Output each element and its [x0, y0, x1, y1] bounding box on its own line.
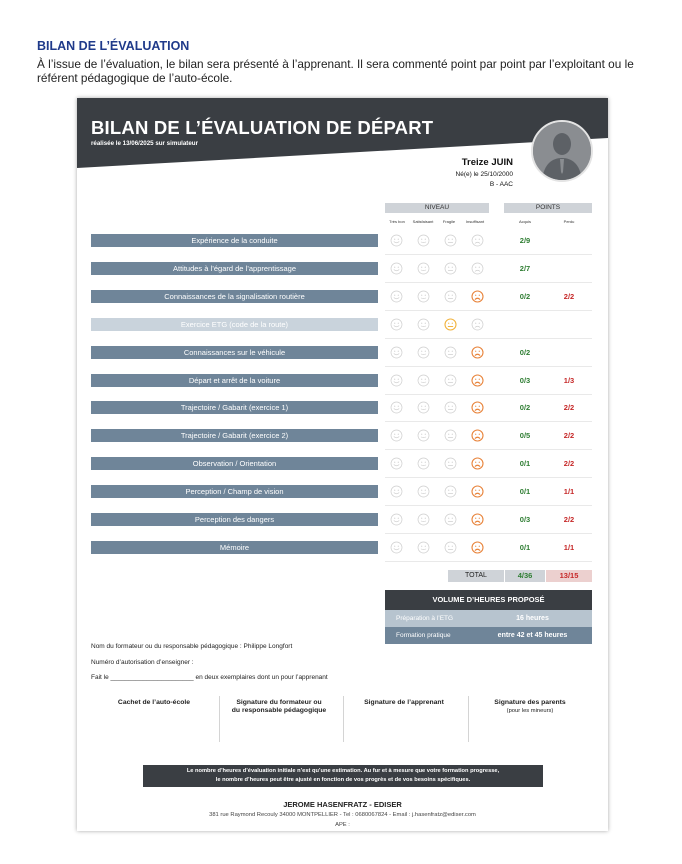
criterion-label: Connaissances sur le véhicule [91, 346, 378, 359]
points-perdu: 2/2 [563, 403, 575, 413]
fragile-face-icon [444, 429, 457, 442]
very-good-face-icon [390, 374, 403, 387]
row-separator [385, 338, 592, 339]
company-address: 381 rue Raymond Recouly 34000 MONTPELLIER - Tel : 0680067824 - Email : j.hasenfratz@ediser.com [209, 812, 476, 818]
points-header-perdu: Perdu [563, 219, 575, 224]
very-good-face-icon [390, 541, 403, 554]
fragile-face-icon [444, 262, 457, 275]
points-acquis: 0/2 [519, 347, 531, 357]
insufficient-face-icon [471, 401, 484, 414]
signature-school: Cachet de l’auto-école [117, 699, 191, 706]
avatar [531, 120, 593, 182]
level-header-insuffisant: Insuffisant [465, 219, 485, 224]
points-perdu: 1/3 [563, 375, 575, 385]
very-good-face-icon [390, 290, 403, 303]
volume-row-value: entre 42 et 45 heures [497, 632, 568, 639]
satisfactory-face-icon [417, 374, 430, 387]
points-perdu: 2/2 [563, 291, 575, 301]
row-separator [385, 254, 592, 255]
points-acquis: 2/9 [519, 236, 531, 245]
points-perdu: 2/2 [563, 515, 575, 524]
company-name: JEROME HASENFRATZ - EDISER [283, 800, 402, 809]
criterion-label: Trajectoire / Gabarit (exercice 2) [91, 429, 378, 442]
very-good-face-icon [390, 457, 403, 470]
insufficient-face-icon [471, 234, 484, 247]
insufficient-face-icon [471, 457, 484, 470]
trainer-name: Nom du formateur ou du responsable pédagogique : Philippe Longfort [91, 643, 293, 650]
very-good-face-icon [390, 318, 403, 331]
signature-trainer-line2: du responsable pédagogique [231, 707, 327, 714]
total-acquis: 4/36 [505, 570, 545, 582]
volume-header: VOLUME D’HEURES PROPOSÉ [385, 590, 592, 610]
points-perdu: 1/1 [563, 487, 575, 497]
signature-divider [468, 696, 469, 742]
fragile-face-icon [444, 513, 457, 526]
insufficient-face-icon [471, 318, 484, 331]
done-at-line: Fait le _______________________ en deux exemplaires dont un pour l’apprenant [91, 674, 328, 681]
very-good-face-icon [390, 513, 403, 526]
insufficient-face-icon [471, 346, 484, 359]
very-good-face-icon [390, 429, 403, 442]
signature-trainer-line1: Signature du formateur ou [236, 699, 322, 706]
criterion-label: Perception des dangers [91, 513, 378, 526]
points-perdu: 2/2 [563, 431, 575, 441]
estimation-notice [143, 765, 543, 787]
satisfactory-face-icon [417, 513, 430, 526]
sheet-title: BILAN DE L’ÉVALUATION DE DÉPART [91, 117, 434, 138]
learner-name: Treize JUIN [461, 157, 513, 168]
total-perdu: 13/15 [546, 570, 592, 582]
criterion-label: Expérience de la conduite [91, 234, 378, 247]
signature-trainer [219, 699, 339, 715]
row-separator [385, 449, 592, 450]
points-acquis: 0/5 [519, 431, 531, 441]
insufficient-face-icon [471, 429, 484, 442]
fragile-face-icon [444, 346, 457, 359]
points-acquis: 2/7 [519, 263, 531, 273]
volume-row-label: Préparation à l’ETG [396, 615, 454, 622]
very-good-face-icon [390, 234, 403, 247]
signature-learner: Signature de l’apprenant [364, 699, 444, 706]
fragile-face-icon [444, 541, 457, 554]
row-separator [385, 366, 592, 367]
criterion-label: Connaissances de la signalisation routière [91, 290, 378, 303]
insufficient-face-icon [471, 513, 484, 526]
signature-parents-label: Signature des parents [494, 699, 566, 706]
satisfactory-face-icon [417, 318, 430, 331]
criterion-label: Trajectoire / Gabarit (exercice 1) [91, 401, 378, 414]
very-good-face-icon [390, 346, 403, 359]
very-good-face-icon [390, 401, 403, 414]
row-separator [385, 477, 592, 478]
volume-row-pratique [385, 627, 592, 644]
points-acquis: 0/1 [519, 542, 531, 552]
sheet-subtitle: réalisée le 13/06/2025 sur simulateur [91, 140, 198, 147]
points-header-acquis: Acquis [518, 219, 531, 224]
level-header-satisfaisant: Satisfaisant [412, 219, 434, 224]
learner-license: B - AAC [489, 181, 513, 188]
fragile-face-icon [444, 485, 457, 498]
volume-row-etg [385, 610, 592, 627]
level-header-fragile: Fragile [442, 219, 456, 224]
company-ape: APE : [335, 822, 350, 828]
volume-row-label: Formation pratique [396, 632, 451, 639]
signature-parents-note: (pour les mineurs) [506, 708, 554, 714]
satisfactory-face-icon [417, 485, 430, 498]
points-acquis: 0/3 [519, 515, 531, 524]
row-separator [385, 533, 592, 534]
criterion-label: Attitudes à l’égard de l’apprentissage [91, 262, 378, 275]
insufficient-face-icon [471, 262, 484, 275]
points-acquis: 0/1 [519, 459, 531, 469]
criterion-label: Exercice ETG (code de la route) [91, 318, 378, 331]
niveau-header: NIVEAU [385, 203, 489, 213]
row-separator [385, 505, 592, 506]
fragile-face-icon [444, 401, 457, 414]
satisfactory-face-icon [417, 457, 430, 470]
satisfactory-face-icon [417, 429, 430, 442]
learner-birth-date: Né(e) le 25/10/2000 [455, 171, 513, 178]
row-separator [385, 561, 592, 562]
fragile-face-icon [444, 457, 457, 470]
criterion-label: Observation / Orientation [91, 457, 378, 470]
notice-line-1: Le nombre d’heures d’évaluation initiale n’est qu’une estimation. Au fur et à mesure que votre formation progresse, [186, 768, 500, 774]
insufficient-face-icon [471, 290, 484, 303]
evaluation-sheet [77, 98, 608, 831]
row-separator [385, 310, 592, 311]
very-good-face-icon [390, 262, 403, 275]
criterion-label: Départ et arrêt de la voiture [91, 374, 378, 387]
level-header-tres-bon: Très bon [389, 219, 405, 224]
satisfactory-face-icon [417, 401, 430, 414]
points-acquis: 0/2 [519, 291, 531, 301]
authorization-number: Numéro d’autorisation d’enseigner : [91, 659, 194, 666]
fragile-face-icon [444, 290, 457, 303]
intro-text: À l’issue de l’évaluation, le bilan sera présenté à l’apprenant. Il sera commenté point par point par l’exploitant ou le référent pédagogique de l’auto-école. [37, 57, 634, 85]
volume-row-value: 16 heures [516, 615, 549, 622]
row-separator [385, 421, 592, 422]
points-header: POINTS [504, 203, 592, 213]
insufficient-face-icon [471, 541, 484, 554]
notice-line-2: le nombre d’heures peut être ajusté en fonction de vos progrès et de vos besoins spécifiques. [215, 777, 471, 783]
very-good-face-icon [390, 485, 403, 498]
total-label: TOTAL [448, 570, 504, 582]
row-separator [385, 282, 592, 283]
points-perdu: 1/1 [563, 542, 575, 552]
points-acquis: 0/3 [519, 375, 531, 385]
satisfactory-face-icon [417, 234, 430, 247]
points-perdu: 2/2 [563, 459, 575, 469]
criterion-label: Mémoire [91, 541, 378, 554]
signature-parents [470, 699, 590, 715]
fragile-face-icon [444, 374, 457, 387]
fragile-face-icon [444, 234, 457, 247]
criterion-label: Perception / Champ de vision [91, 485, 378, 498]
row-separator [385, 394, 592, 395]
person-silhouette-icon [533, 122, 591, 180]
satisfactory-face-icon [417, 541, 430, 554]
insufficient-face-icon [471, 374, 484, 387]
satisfactory-face-icon [417, 262, 430, 275]
satisfactory-face-icon [417, 290, 430, 303]
points-acquis: 0/1 [519, 487, 531, 497]
satisfactory-face-icon [417, 346, 430, 359]
intro-title: BILAN DE L’ÉVALUATION [37, 39, 190, 53]
fragile-face-icon [444, 318, 457, 331]
insufficient-face-icon [471, 485, 484, 498]
points-acquis: 0/2 [519, 403, 531, 413]
